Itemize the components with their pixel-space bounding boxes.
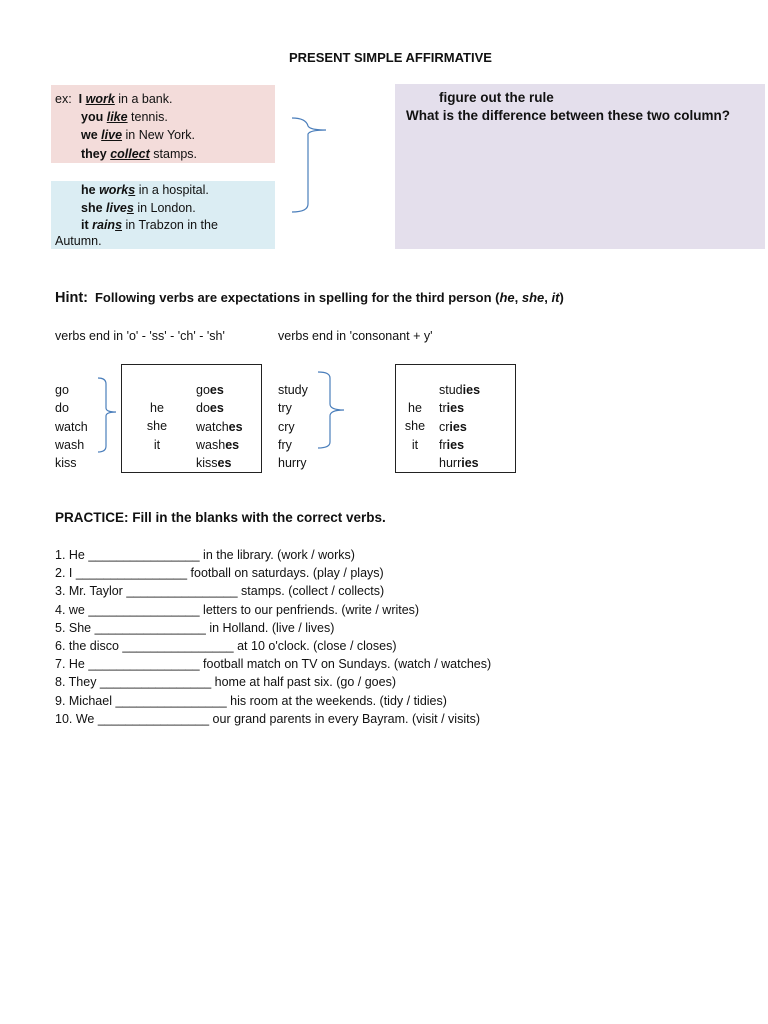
base-verb: cry — [278, 419, 295, 434]
verb-form: fries — [439, 437, 465, 452]
pronoun: it — [411, 437, 419, 452]
verb-form: tries — [439, 401, 465, 416]
bracket-icon — [316, 370, 348, 452]
verb-form: kisses — [196, 456, 232, 471]
hint-line — [55, 290, 564, 306]
bracket-icon — [290, 116, 330, 216]
example-rest: in a hospital. — [135, 183, 209, 197]
base-verb: study — [278, 383, 308, 397]
example-prefix: ex: — [55, 92, 72, 106]
example-verb: live — [101, 128, 123, 142]
es-pronouns — [140, 399, 174, 454]
base-verb: fry — [278, 437, 292, 452]
verb-form: goes — [196, 383, 224, 397]
pronoun: she — [404, 419, 426, 434]
practice-item[interactable]: 4. we ________________ letters to our penfriends. (write / writes) — [55, 602, 420, 617]
pronoun: he — [408, 401, 422, 415]
verb-form: hurries — [439, 456, 479, 471]
example-pronoun: he — [81, 183, 96, 197]
base-verb: watch — [55, 419, 88, 434]
example-line-you — [81, 108, 168, 126]
ies-pronouns — [399, 399, 431, 454]
example-line-wrap: Autumn. — [55, 234, 102, 248]
example-verb: work — [85, 92, 115, 106]
example-verb: like — [106, 110, 128, 124]
practice-item[interactable]: 5. She ________________ in Holland. (live / lives) — [55, 620, 335, 635]
example-pronoun: we — [81, 128, 98, 142]
example-pronoun: they — [81, 147, 107, 161]
verb-form: cries — [439, 419, 467, 434]
example-verb: lives — [106, 201, 134, 215]
rule-ies-label: verbs end in 'consonant + y' — [278, 329, 433, 343]
practice-item[interactable]: 1. He ________________ in the library. (work / works) — [55, 548, 355, 562]
pronoun: it — [153, 437, 161, 452]
example-rest: in Trabzon in the — [122, 218, 218, 232]
practice-item[interactable]: 2. I ________________ football on saturdays. (play / plays) — [55, 566, 384, 581]
verb-form: watches — [196, 419, 243, 434]
ies-forms — [439, 381, 480, 472]
example-pronoun: she — [81, 201, 103, 215]
base-verb: hurry — [278, 456, 307, 471]
example-line-she — [81, 199, 196, 217]
example-rest: in New York. — [122, 128, 195, 142]
example-rest: in a bank. — [114, 92, 173, 106]
bracket-icon — [96, 376, 120, 456]
base-verb: do — [55, 401, 69, 416]
example-line-he — [81, 181, 209, 199]
example-line-i — [55, 90, 172, 108]
base-verb: wash — [55, 437, 85, 452]
base-verb: try — [278, 401, 292, 416]
rule-question: What is the difference between these two column? — [406, 108, 731, 123]
hint-text: Following verbs are expectations in spelling for the third person (he, she, it) — [94, 290, 564, 305]
verb-form: does — [196, 401, 224, 416]
rule-heading: figure out the rule — [439, 90, 554, 105]
example-rest: in London. — [133, 201, 196, 215]
example-line-we — [81, 126, 195, 144]
pronoun: she — [146, 419, 168, 434]
example-verb: collect — [110, 147, 150, 161]
rule-es-label: verbs end in 'o' - 'ss' - 'ch' - 'sh' — [55, 329, 225, 343]
practice-item[interactable]: 7. He ________________ football match on TV on Sundays. (watch / watches) — [55, 657, 492, 672]
verb-form: studies — [439, 383, 481, 397]
practice-list — [55, 546, 491, 728]
example-verb: rains — [92, 218, 123, 232]
es-forms — [196, 381, 243, 472]
hint-label: Hint: — [55, 290, 89, 306]
example-pronoun: you — [81, 110, 104, 124]
example-rest: tennis. — [127, 110, 168, 124]
verb-form: washes — [196, 437, 240, 452]
practice-item[interactable]: 10. We ________________ our grand parents in every Bayram. (visit / visits) — [55, 711, 480, 726]
practice-item[interactable]: 3. Mr. Taylor ________________ stamps. (collect / collects) — [55, 584, 385, 599]
example-line-they — [81, 145, 197, 163]
example-rest: stamps. — [149, 147, 198, 161]
practice-item[interactable]: 9. Michael ________________ his room at the weekends. (tidy / tidies) — [55, 693, 447, 708]
practice-item[interactable]: 8. They ________________ home at half past six. (go / goes) — [55, 675, 396, 690]
practice-heading: PRACTICE: Fill in the blanks with the correct verbs. — [55, 510, 386, 525]
ies-base-verbs — [278, 381, 308, 472]
base-verb: go — [55, 383, 69, 397]
pronoun: he — [150, 401, 164, 415]
base-verb: kiss — [55, 456, 77, 471]
es-base-verbs — [55, 381, 88, 472]
example-pronoun: it — [81, 218, 89, 232]
page-title: PRESENT SIMPLE AFFIRMATIVE — [289, 50, 492, 65]
example-pronoun: I — [78, 92, 83, 106]
example-verb: works — [99, 183, 136, 197]
practice-item[interactable]: 6. the disco ________________ at 10 o'clock. (close / closes) — [55, 639, 397, 654]
